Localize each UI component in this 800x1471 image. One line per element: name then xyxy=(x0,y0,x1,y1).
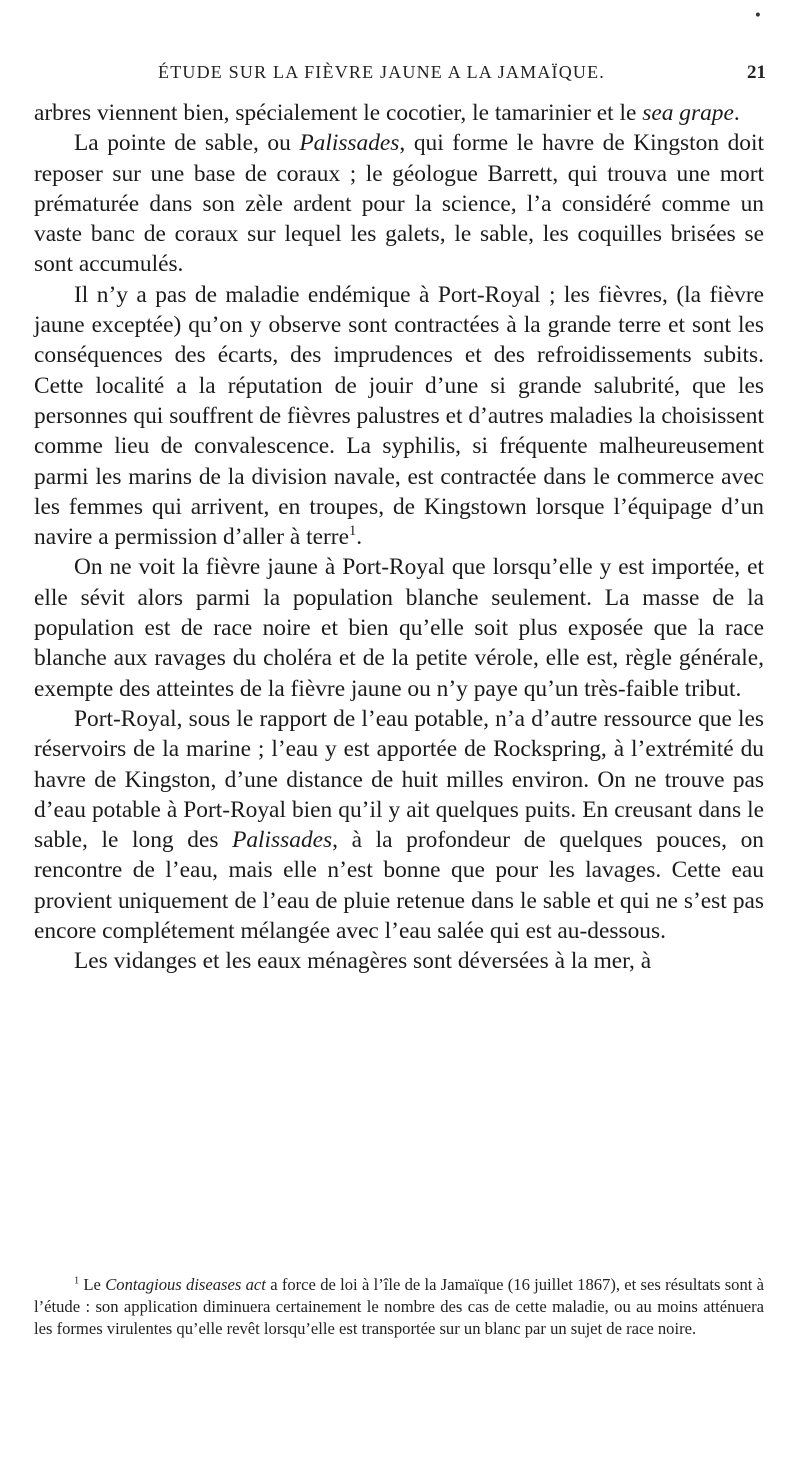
page-number: 21 xyxy=(747,62,766,83)
running-head xyxy=(30,62,770,92)
paragraph-text: Port-Royal, sous le rapport de l’eau potable, n’a d’autre ressource que les réservoirs de la marine ; l’eau y est apportée de Rockspring, à l’extrémité du havre de Kingston, d’une distance de huit milles environ. On ne trouve pas d’eau potable à Port-Royal bien qu’il y ait quelques puits. En creusant dans le sable, le long des xyxy=(34,705,764,854)
footnote xyxy=(34,1274,764,1341)
italic-term: sea grape xyxy=(642,100,734,126)
paragraph-water xyxy=(34,704,764,946)
paragraph-text: La pointe de sable, ou xyxy=(74,130,300,157)
paragraph-continued xyxy=(34,98,764,128)
italic-term: Palissades xyxy=(232,827,333,854)
paragraph-text: , qui forme le havre de Kingston doit reposer sur une base de coraux ; le géologue Barrett, qui trouva une mort prématurée dans son zèle ardent pour la science, l’a considéré comme un vaste banc de coraux sur lequel les galets, le sable, les coquilles brisées se sont accumulés. xyxy=(34,130,765,278)
italic-term: Contagious diseases act xyxy=(105,1275,266,1294)
body-text xyxy=(34,98,764,977)
footnote-text: Le xyxy=(79,1275,106,1294)
footnote-reference: 1 xyxy=(348,523,357,540)
paragraph-text: . xyxy=(733,100,740,126)
corner-mark: • xyxy=(753,8,762,24)
footnote-text: a force de loi à l’île de la Jamaïque (16 juillet 1867), et ses résultats sont à l’étude : son application diminuera certainement le nombre des cas de cette maladie, ou au moins atténuera les formes virulentes qu’elle revêt lorsqu’elle est transportée sur un blanc par un sujet de race noire. xyxy=(34,1275,765,1339)
paragraph-palissades xyxy=(34,128,764,279)
paragraph-sewage xyxy=(34,946,764,976)
paragraph-text: , à la profondeur de quelques pouces, on rencontre de l’eau, mais elle n’est bonne que pour les lavages. Cette eau provient uniquement de l’eau de pluie retenue dans le sable et qui ne s’est pas encore complétement mélangée avec l’eau salée qui est au-dessous. xyxy=(34,827,764,945)
paragraph-text: . xyxy=(356,524,363,551)
paragraph-text: Les vidanges et les eaux ménagères sont déversées à la mer, à xyxy=(74,948,652,975)
footnote-marker: 1 xyxy=(74,1275,80,1287)
paragraph-endemic xyxy=(34,280,764,553)
italic-term: Palissades xyxy=(299,130,400,157)
paragraph-text: Il n’y a pas de maladie endémique à Port-Royal ; les fièvres, (la fièvre jaune exceptée) qu’on y observe sont contractées à la grande terre et sont les conséquences des écarts, des imprudences et des refroidissements subits. Cette localité a la réputation de jouir d’une si grande salubrité, que les personnes qui souffrent de fièvres palustres et d’autres maladies la choisissent comme lieu de convalescence. La syphilis, si fréquente malheureusement parmi les marins de la division navale, est contractée dans le commerce avec les femmes qui arrivent, en troupes, de Kingstown lorsque l’équipage d’un navire a permission d’aller à terre xyxy=(34,281,764,551)
paragraph-yellow-fever xyxy=(34,552,764,703)
footnotes xyxy=(34,1274,764,1341)
paragraph-text: arbres viennent bien, spécialement le cocotier, le tamarinier et le xyxy=(34,100,643,126)
running-title: ÉTUDE SUR LA FIÈVRE JAUNE A LA JAMAÏQUE. xyxy=(158,62,606,82)
paragraph-text: On ne voit la fièvre jaune à Port-Royal que lorsqu’elle y est importée, et elle sévit alors parmi la population blanche seulement. La masse de la population est de race noire et bien qu’elle soit plus exposée que la race blanche aux ravages du choléra et de la petite vérole, elle est, règle générale, exempte des atteintes de la fièvre jaune ou n’y paye qu’un très-faible tribut. xyxy=(34,554,764,702)
